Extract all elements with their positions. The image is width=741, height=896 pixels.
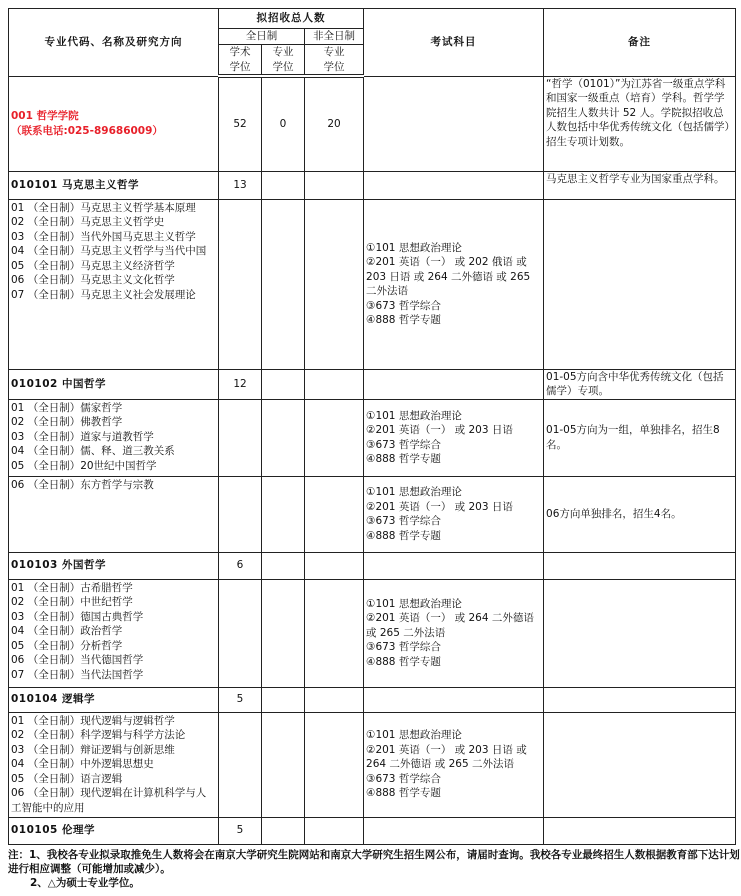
directions-list [9, 476, 219, 552]
empty-cell [262, 369, 305, 399]
exam-item: ①101 思想政治理论 [366, 241, 462, 254]
empty-cell [364, 687, 544, 712]
exam-item: ④888 哲学专题 [366, 529, 441, 542]
group-note: 06方向单独排名，招生4名。 [544, 476, 736, 552]
direction-item: 05 （全日制）语言逻辑 [11, 772, 123, 785]
exam-item: ②201 英语（一） 或 202 俄语 或 203 日语 或 264 二外德语 或 265 二外法语 [366, 256, 531, 297]
direction-item: 03 （全日制）德国古典哲学 [11, 610, 144, 623]
empty-cell [364, 369, 544, 399]
empty-cell [219, 579, 262, 687]
major-academic-count: 12 [219, 369, 262, 399]
header-academic-degree: 学术 学位 [219, 45, 262, 77]
empty-cell [305, 817, 364, 844]
exam-item: ①101 思想政治理论 [366, 597, 462, 610]
group-note [544, 579, 736, 687]
direction-item: 05 （全日制）马克思主义经济哲学 [11, 259, 175, 272]
header-exam: 考试科目 [364, 9, 544, 77]
exam-item: ①101 思想政治理论 [366, 729, 462, 742]
exam-subjects [364, 579, 544, 687]
department-exam [364, 76, 544, 171]
direction-item: 06 （全日制）现代逻辑在计算机科学与人工智能中的应用 [11, 787, 207, 814]
footnote-1: 注：1、我校各专业拟录取推免生人数将会在南京大学研究生院网站和南京大学研究生招生网公布，请届时查询。我校各专业最终招生人数根据教育部下达计划进行相应调整（可能增加或减少）。 [8, 849, 740, 875]
major-academic-count: 5 [219, 817, 262, 844]
major-title: 010101 马克思主义哲学 [9, 171, 219, 199]
major-row [9, 171, 736, 199]
major-row [9, 687, 736, 712]
footnotes [8, 848, 741, 890]
header-pt-professional-degree: 专业 学位 [305, 45, 364, 77]
directions-row [9, 399, 736, 476]
department-row [9, 76, 736, 171]
exam-subjects [364, 476, 544, 552]
exam-item: ②201 英语（一） 或 264 二外德语 或 265 二外法语 [366, 612, 534, 639]
major-academic-count: 6 [219, 552, 262, 579]
direction-item: 05 （全日制）分析哲学 [11, 639, 123, 652]
direction-item: 02 （全日制）马克思主义哲学史 [11, 216, 165, 228]
major-note [544, 817, 736, 844]
direction-item: 07 （全日制）当代法国哲学 [11, 668, 144, 681]
empty-cell [262, 817, 305, 844]
direction-item: 01 （全日制）现代逻辑与逻辑哲学 [11, 714, 175, 727]
empty-cell [305, 369, 364, 399]
direction-item: 01 （全日制）马克思主义哲学基本原理 [11, 201, 196, 214]
direction-item: 03 （全日制）辩证逻辑与创新思维 [11, 743, 175, 756]
directions-list [9, 712, 219, 817]
direction-item: 02 （全日制）科学逻辑与科学方法论 [11, 729, 186, 741]
empty-cell [305, 199, 364, 369]
empty-cell [305, 579, 364, 687]
header-major: 专业代码、名称及研究方向 [9, 9, 219, 77]
department-part-time-count: 20 [305, 76, 364, 171]
exam-item: ④888 哲学专题 [366, 314, 441, 326]
empty-cell [262, 552, 305, 579]
direction-item: 06 （全日制）马克思主义文化哲学 [11, 274, 175, 286]
header-quota: 拟招收总人数 [219, 9, 364, 29]
exam-subjects [364, 399, 544, 476]
empty-cell [305, 712, 364, 817]
direction-item: 04 （全日制）政治哲学 [11, 625, 123, 637]
empty-cell [364, 817, 544, 844]
directions-row [9, 199, 736, 369]
direction-item: 03 （全日制）当代外国马克思主义哲学 [11, 230, 196, 243]
department-phone: （联系电话:025-89686009） [11, 124, 163, 137]
group-note: 01-05方向为一组，单独排名，招生8名。 [544, 399, 736, 476]
empty-cell [305, 552, 364, 579]
empty-cell [262, 712, 305, 817]
department-note: “哲学（0101）”为江苏省一级重点学科和国家一级重点（培育）学科。哲学学院招生人数共计 52 人。学院拟招收总人数包括中华优秀传统文化（包括儒学）招生专项计划数。 [544, 76, 736, 171]
department-professional-count: 0 [262, 76, 305, 171]
empty-cell [262, 687, 305, 712]
group-note [544, 199, 736, 369]
exam-item: ③673 哲学综合 [366, 515, 441, 527]
empty-cell [219, 199, 262, 369]
empty-cell [364, 552, 544, 579]
major-academic-count: 5 [219, 687, 262, 712]
direction-item: 06 （全日制）当代德国哲学 [11, 654, 144, 666]
empty-cell [219, 476, 262, 552]
header-professional-degree: 专业 学位 [262, 45, 305, 77]
header-part-time: 非全日制 [305, 29, 364, 45]
exam-item: ②201 英语（一） 或 203 日语 或 264 二外德语 或 265 二外法语 [366, 743, 527, 771]
direction-item: 04 （全日制）马克思主义哲学与当代中国 [11, 245, 207, 257]
major-note [544, 687, 736, 712]
directions-row [9, 712, 736, 817]
department-name-cell [9, 76, 219, 171]
exam-subjects [364, 712, 544, 817]
major-title: 010103 外国哲学 [9, 552, 219, 579]
major-title: 010102 中国哲学 [9, 369, 219, 399]
directions-list [9, 199, 219, 369]
major-note: 马克思主义哲学专业为国家重点学科。 [544, 171, 736, 199]
empty-cell [305, 687, 364, 712]
empty-cell [219, 399, 262, 476]
major-title: 010104 逻辑学 [9, 687, 219, 712]
exam-item: ④888 哲学专题 [366, 655, 441, 668]
major-title: 010105 伦理学 [9, 817, 219, 844]
exam-item: ②201 英语（一） 或 203 日语 [366, 500, 513, 513]
exam-item: ③673 哲学综合 [366, 772, 441, 785]
direction-item: 05 （全日制）20世纪中国哲学 [11, 459, 157, 472]
exam-item: ④888 哲学专题 [366, 787, 441, 800]
empty-cell [262, 399, 305, 476]
empty-cell [305, 476, 364, 552]
exam-subjects [364, 199, 544, 369]
exam-item: ②201 英语（一） 或 203 日语 [366, 424, 513, 436]
major-note: 01-05方向含中华优秀传统文化（包括儒学）专项。 [544, 369, 736, 399]
header-full-time: 全日制 [219, 29, 305, 45]
group-note [544, 712, 736, 817]
footnote-2: 2、△为硕士专业学位。 [30, 877, 140, 889]
direction-item: 04 （全日制）中外逻辑思想史 [11, 758, 154, 770]
direction-item: 04 （全日制）儒、释、道三教关系 [11, 445, 175, 457]
major-academic-count: 13 [219, 171, 262, 199]
direction-item: 01 （全日制）儒家哲学 [11, 401, 123, 414]
department-name: 001 哲学学院 [11, 110, 79, 122]
exam-item: ④888 哲学专题 [366, 453, 441, 465]
exam-item: ③673 哲学综合 [366, 299, 441, 312]
major-row [9, 552, 736, 579]
empty-cell [262, 199, 305, 369]
direction-item: 02 （全日制）中世纪哲学 [11, 596, 133, 608]
empty-cell [364, 171, 544, 199]
directions-row [9, 476, 736, 552]
exam-item: ③673 哲学综合 [366, 438, 441, 451]
major-row [9, 817, 736, 844]
empty-cell [262, 579, 305, 687]
header-note: 备注 [544, 9, 736, 77]
directions-row [9, 579, 736, 687]
empty-cell [262, 476, 305, 552]
direction-item: 07 （全日制）马克思主义社会发展理论 [11, 288, 196, 301]
empty-cell [305, 171, 364, 199]
directions-list [9, 399, 219, 476]
major-row [9, 369, 736, 399]
exam-item: ①101 思想政治理论 [366, 409, 462, 422]
exam-item: ③673 哲学综合 [366, 641, 441, 654]
directions-list [9, 579, 219, 687]
major-note [544, 552, 736, 579]
direction-item: 01 （全日制）古希腊哲学 [11, 581, 133, 594]
empty-cell [305, 399, 364, 476]
empty-cell [262, 171, 305, 199]
direction-item: 03 （全日制）道家与道教哲学 [11, 430, 154, 443]
direction-item: 02 （全日制）佛教哲学 [11, 416, 123, 428]
department-academic-count: 52 [219, 76, 262, 171]
exam-item: ①101 思想政治理论 [366, 486, 462, 498]
direction-item: 06 （全日制）东方哲学与宗教 [11, 478, 154, 491]
catalog-table [8, 8, 736, 845]
empty-cell [219, 712, 262, 817]
